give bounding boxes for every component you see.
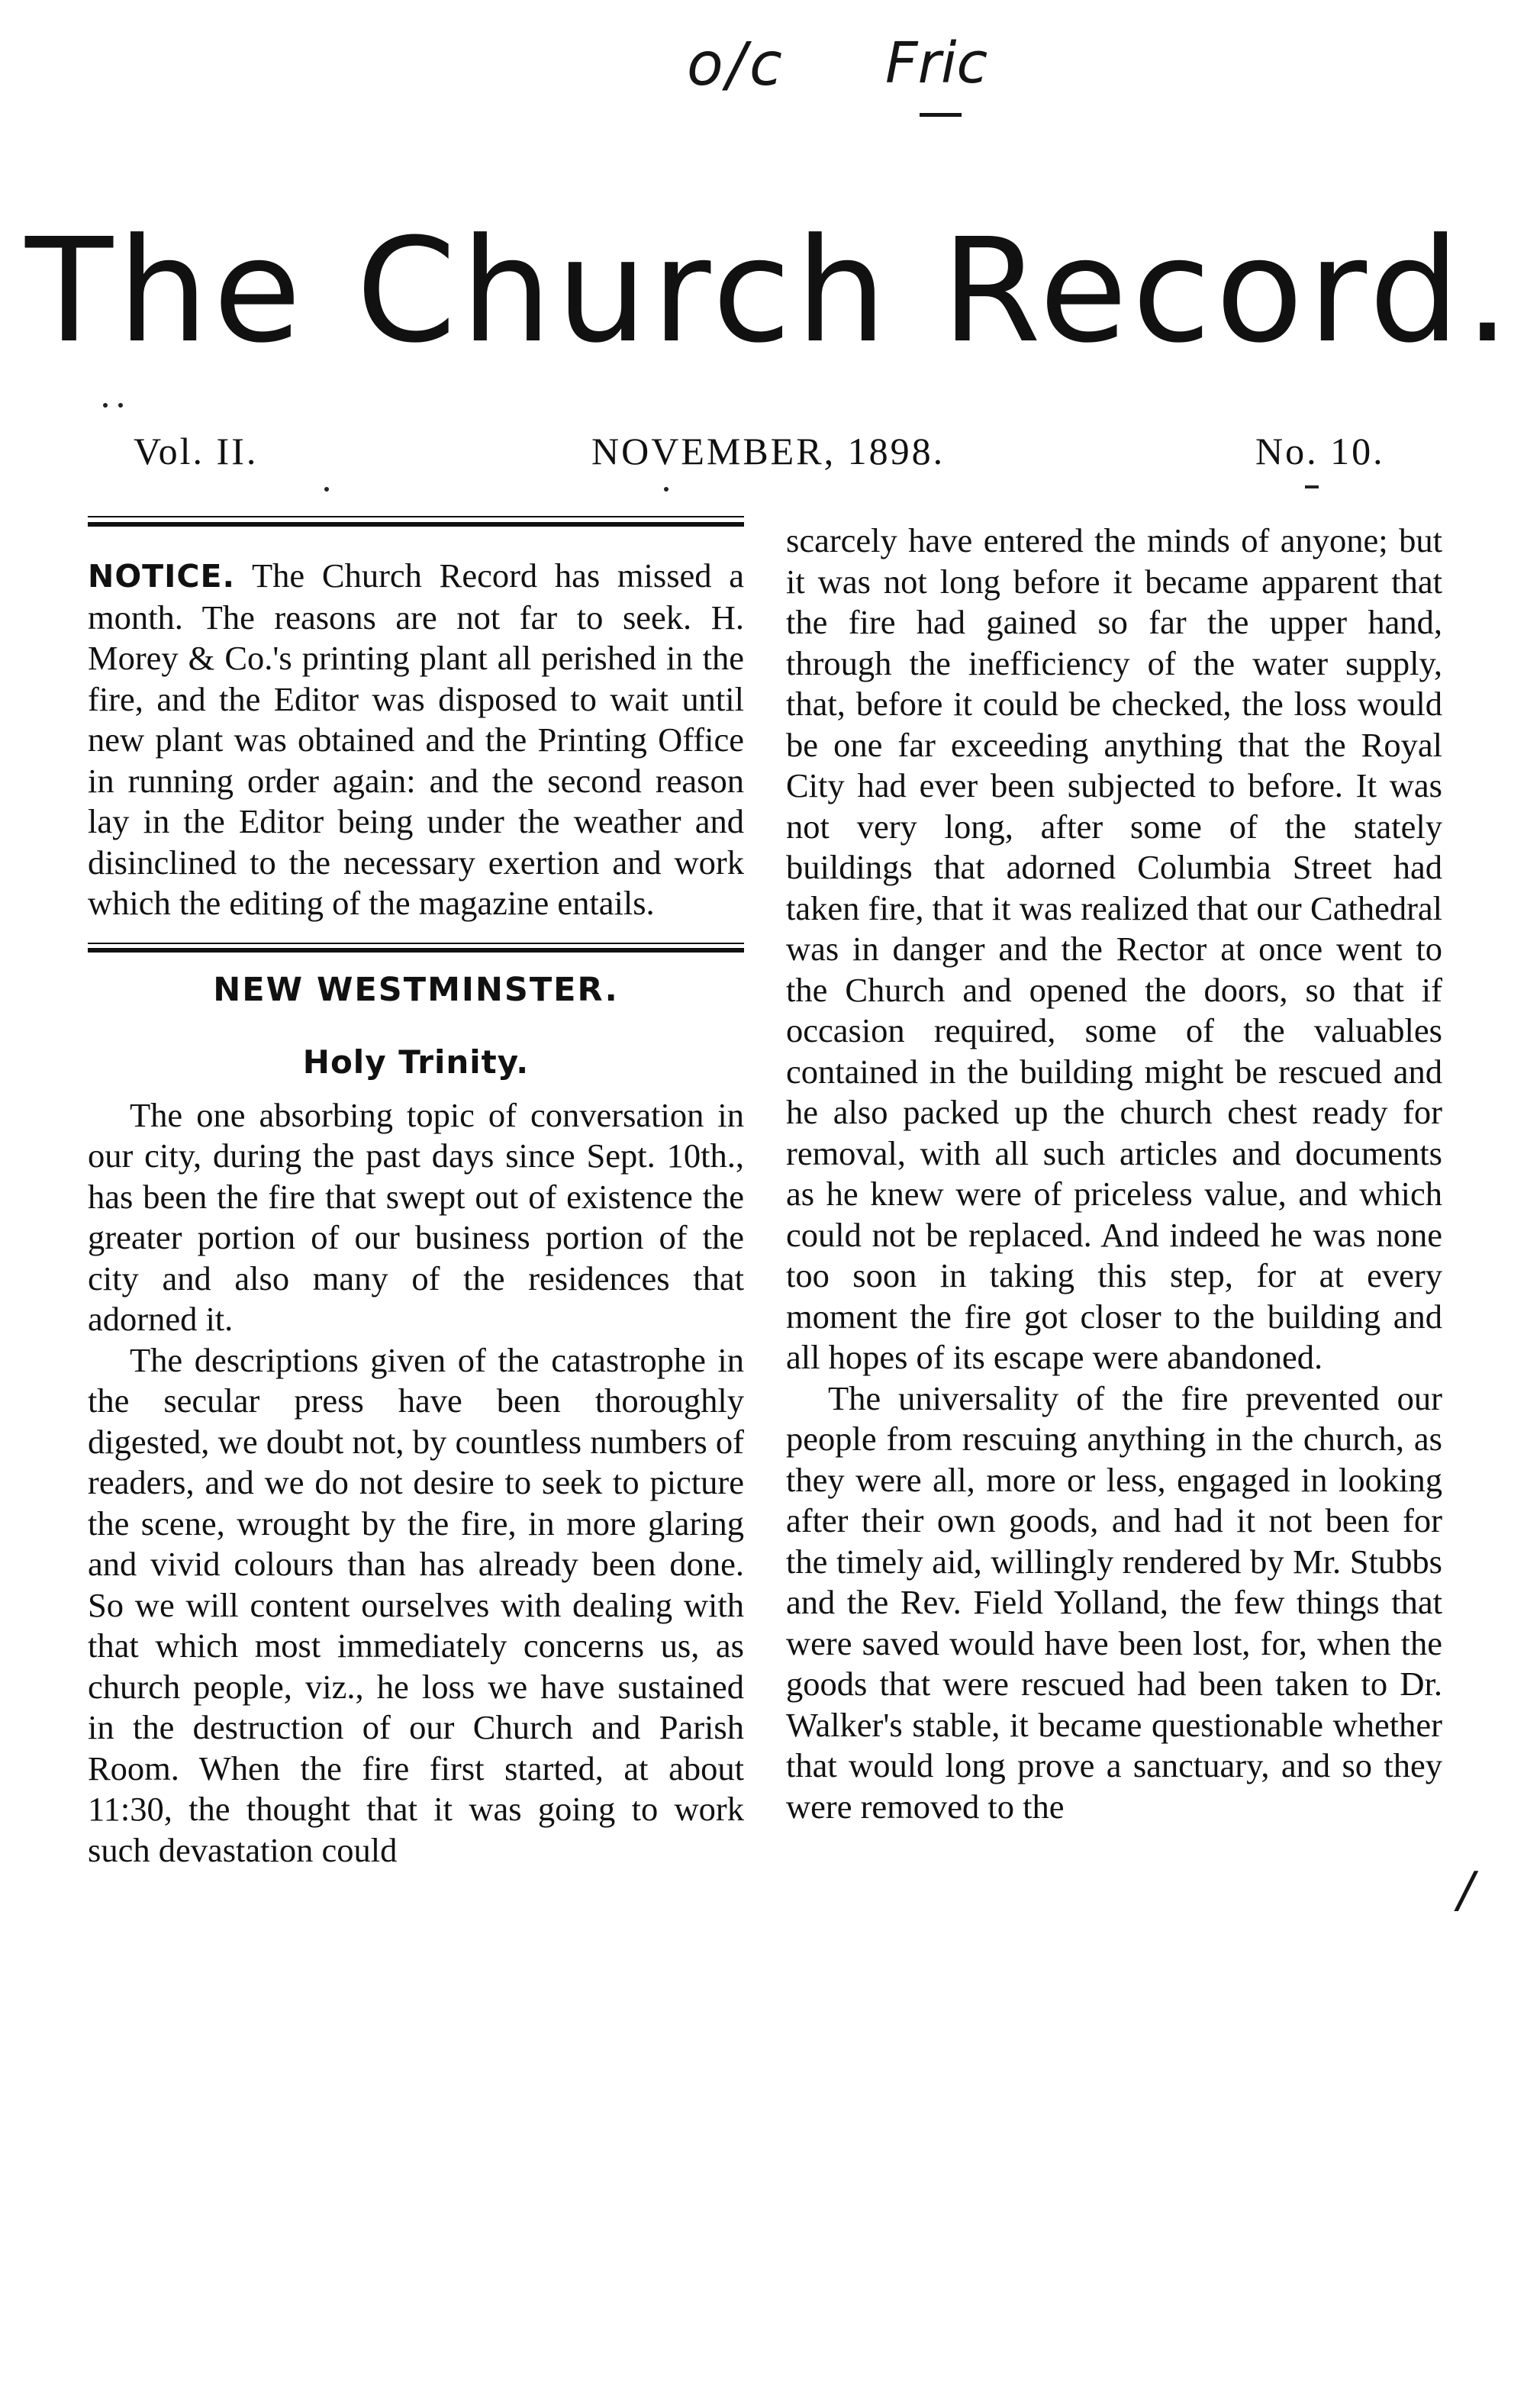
volume-label: Vol. II. xyxy=(134,430,259,472)
section-rule xyxy=(88,948,744,953)
left-column xyxy=(88,527,744,1871)
margin-mark: / xyxy=(1458,1862,1474,1919)
notice-paragraph xyxy=(88,556,744,924)
handwritten-underline xyxy=(920,113,962,117)
issue-number: No. 10. xyxy=(1255,430,1385,472)
right-column xyxy=(786,521,1442,1827)
masthead-title: The Church Record. xyxy=(25,208,1515,375)
issue-date: NOVEMBER, 1898. xyxy=(591,430,946,472)
print-speck xyxy=(1305,485,1319,488)
article-paragraph: The descriptions given of the catastrophe in the secular press have been thoroughly digested, we doubt not, by countless numbers of readers, and we do not desire to seek to picture the scene, wrought by the fire, in more glaring and vivid colours than has already been done. So we will content ourselves with dealing with that which most immediately concerns us, as church people, viz., he loss we have sustained in the destruction of our Church and Parish Room. When the fire first started, at about 11:30, the thought that it was going to work such devastation could xyxy=(88,1340,744,1869)
article-paragraph: The one absorbing topic of conversation in our city, during the past days since Sept. 10th., has been the fire that swept out of existence the greater portion of our business portion of the city and also many of the residences that adorned it. xyxy=(88,1095,744,1338)
handwritten-note-left: o/c xyxy=(687,31,785,99)
section-rule xyxy=(88,943,744,944)
print-speck xyxy=(324,487,329,492)
handwritten-note-right: Fric xyxy=(885,31,988,96)
section-subheading: Holy Trinity. xyxy=(302,1043,530,1081)
section-heading: NEW WESTMINSTER. xyxy=(213,970,619,1009)
notice-body: The Church Record has missed a month. The reasons are not far to seek. H. Morey & Co.'s printing plant all perished in the fire, and the Editor was disposed to wait until new plant was obtained and the Printing Office in running order again: and the second reason lay in the Editor being under the weather and disinclined to the necessary exertion and work which the editing of the magazine entails. xyxy=(88,556,745,922)
print-speck xyxy=(103,403,108,408)
column-rule xyxy=(88,516,744,517)
article-paragraph: scarcely have entered the minds of anyone; but it was not long before it became apparent that the fire had gained so far the upper hand, through the inefficiency of the water supply, that, before it could be checked, the loss would be one far exceeding anything that the Royal City had ever been subjected to before. It was not very long, after some of the stately buildings that adorned Columbia Street had taken fire, that it was realized that our Cathedral was in danger and the Rector at once went to the Church and opened the doors, so that if occasion required, some of the valuables contained in the building might be rescued and he also packed up the church chest ready for removal, with all such articles and documents as he knew were of priceless value, and which could not be replaced. And indeed he was none too soon in taking this step, for at every moment the fire got closer to the building and all hopes of its escape were abandoned. xyxy=(786,521,1442,1376)
notice-lead: NOTICE. xyxy=(88,558,236,595)
print-speck xyxy=(118,403,123,408)
article-paragraph: The universality of the fire prevented our people from rescuing anything in the church, as they were all, more or less, engaged in looking after their own goods, and had it not been for the timely aid, willingly rendered by Mr. Stubbs and the Rev. Field Yolland, the few things that were saved would have been lost, for, when the goods that were rescued had been taken to Dr. Walker's stable, it became questionable whether that would long prove a sanctuary, and so they were removed to the xyxy=(786,1378,1442,1826)
print-speck xyxy=(664,487,669,492)
